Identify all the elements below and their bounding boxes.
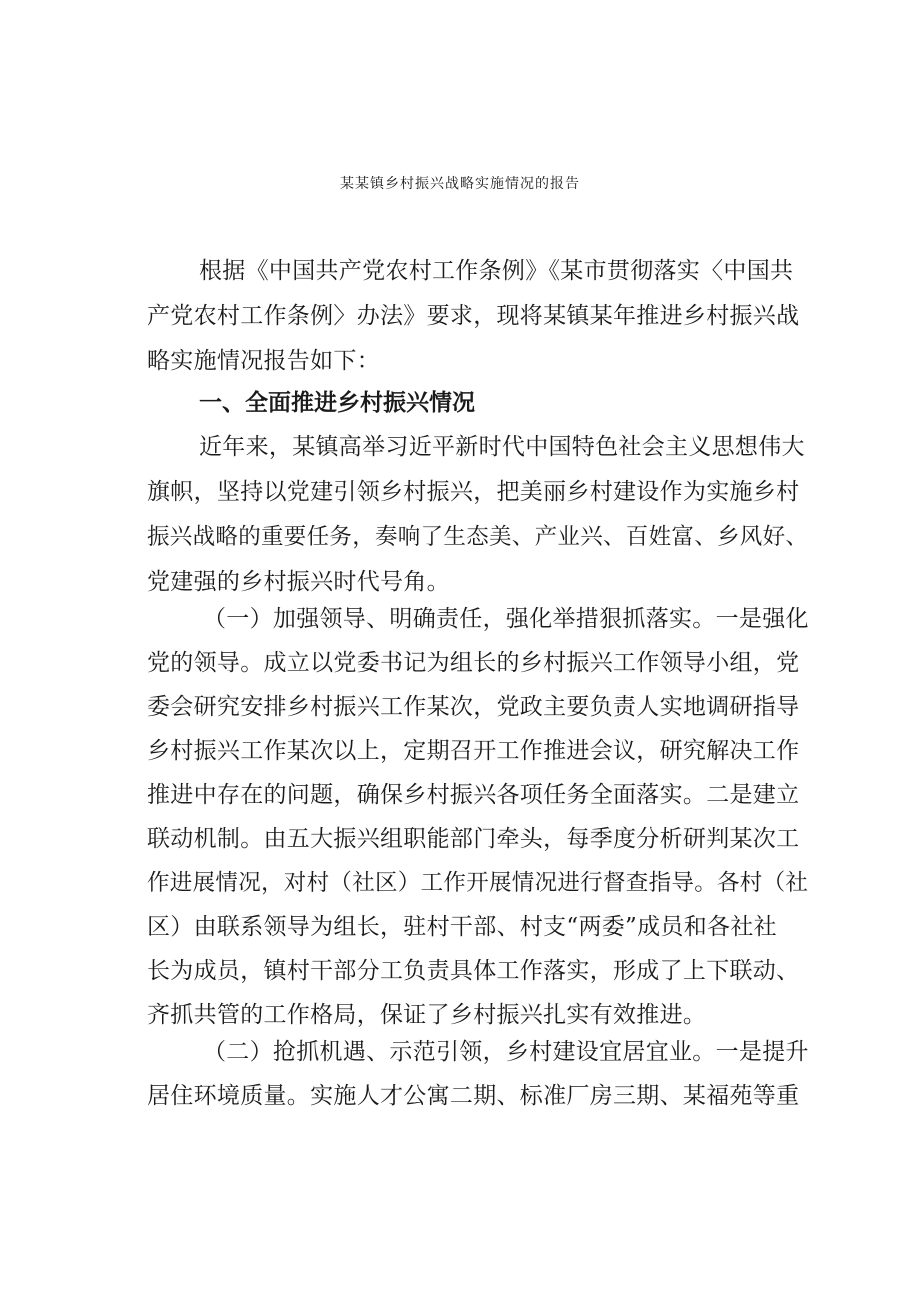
intro-line-1: 根据《中国共产党农村工作条例》《某市贯彻落实〈中国共 (199, 258, 794, 284)
para2-line-2: 居住环境质量。实施人才公寓二期、标准厂房三期、某福苑等重 (147, 1083, 800, 1109)
section-heading-1: 一、全面推进乡村振兴情况 (199, 390, 475, 416)
para1-line-5: 推进中存在的问题，确保乡村振兴各项任务全面落实。二是建立 (147, 782, 800, 808)
para1-line-7: 作进展情况，对村（社区）工作开展情况进行督查指导。各村（社 (147, 870, 809, 896)
para1-line-3: 委会研究安排乡村振兴工作某次，党政主要负责人实地调研指导 (147, 694, 800, 720)
document-title: 某某镇乡村振兴战略实施情况的报告 (340, 176, 580, 192)
section1-line-4: 党建强的乡村振兴时代号角。 (147, 569, 450, 595)
para2-line-1: （二）抢抓机遇、示范引领，乡村建设宜居宜业。一是提升 (203, 1039, 809, 1065)
para1-line-10: 齐抓共管的工作格局，保证了乡村振兴扎实有效推进。 (147, 1002, 707, 1028)
para1-line-9: 长为成员，镇村干部分工负责具体工作落实，形成了上下联动、 (147, 958, 800, 984)
para1-line-1: （一）加强领导、明确责任，强化举措狠抓落实。一是强化 (203, 606, 809, 632)
para1-line-4: 乡村振兴工作某次以上，定期召开工作推进会议，研究解决工作 (147, 738, 800, 764)
section1-line-3: 振兴战略的重要任务，奏响了生态美、产业兴、百姓富、乡风好、 (147, 524, 809, 550)
para1-line-2: 党的领导。成立以党委书记为组长的乡村振兴工作领导小组，党 (147, 650, 800, 676)
para1-line-8: 区）由联系领导为组长，驻村干部、村支“两委”成员和各社社 (147, 914, 777, 940)
intro-line-2: 产党农村工作条例〉办法》要求，现将某镇某年推进乡村振兴战 (147, 303, 800, 329)
para1-line-6: 联动机制。由五大振兴组职能部门牵头，每季度分析研判某次工 (147, 826, 800, 852)
intro-line-3: 略实施情况报告如下： (147, 348, 380, 374)
section1-line-2: 旗帜，坚持以党建引领乡村振兴，把美丽乡村建设作为实施乡村 (147, 479, 800, 505)
section1-line-1: 近年来，某镇高举习近平新时代中国特色社会主义思想伟大 (199, 434, 805, 460)
